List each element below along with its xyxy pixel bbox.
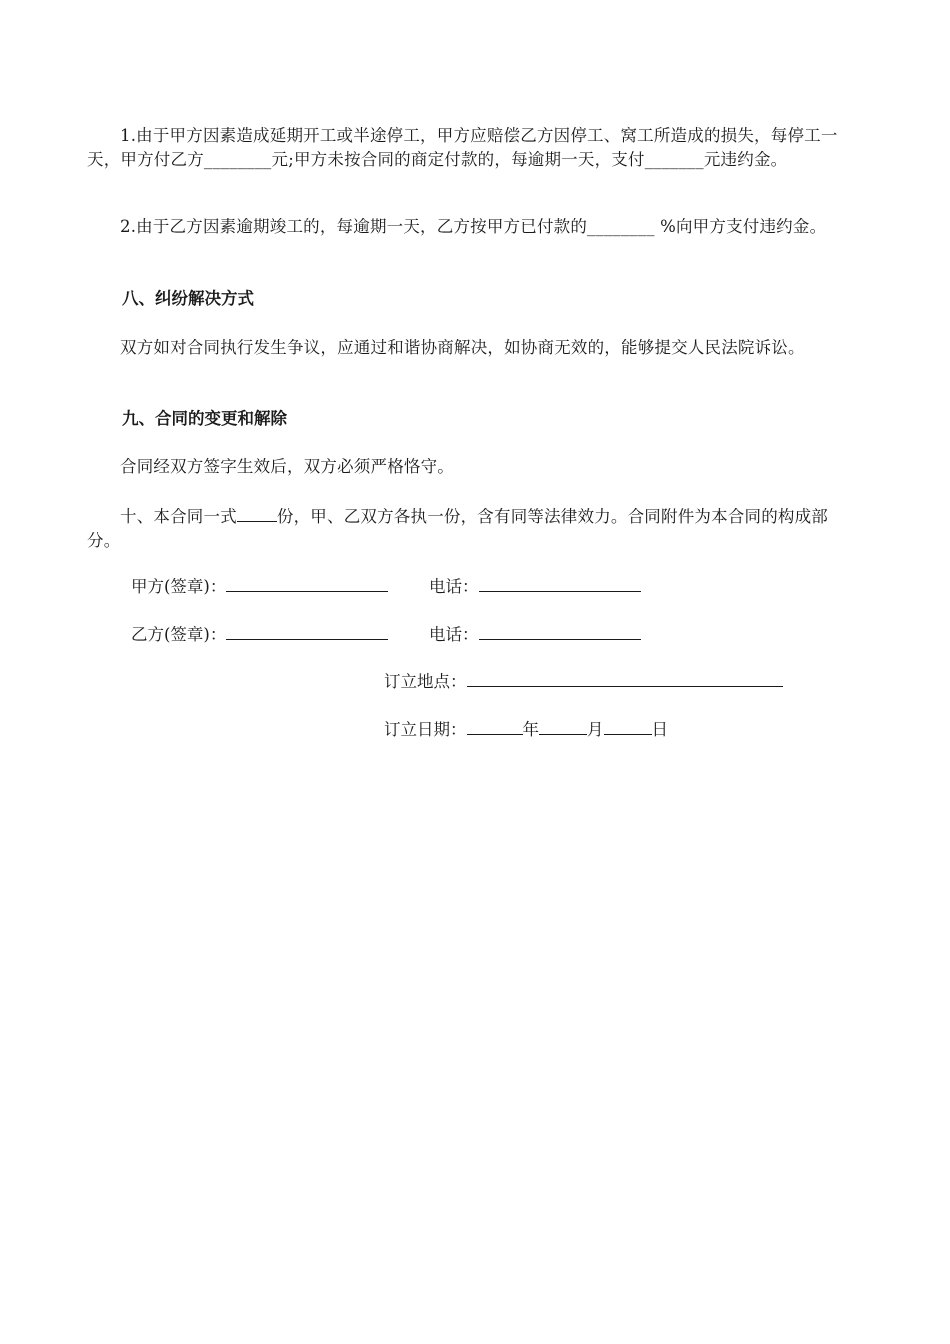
- signing-date-label: 订立日期：: [384, 720, 467, 739]
- party-b-signature-row: [131, 621, 388, 647]
- month-label: 月: [587, 720, 604, 739]
- signing-place-line: [467, 668, 783, 687]
- clause-2-text-a: 2.由于乙方因素逾期竣工的，每逾期一天，乙方按甲方已付款的: [120, 217, 588, 236]
- clause-2-text-b: %向甲方支付违约金。: [654, 217, 827, 236]
- section-10-text-b: 份，甲、乙双方各执一份，含有同等法律效力。合同附件为本合同的构成部分。: [87, 507, 829, 550]
- section-10-text-a: 十、本合同一式: [120, 507, 237, 526]
- party-a-phone-row: [429, 573, 641, 599]
- section-10: [87, 503, 855, 553]
- party-a-phone-label: 电话：: [429, 577, 479, 596]
- clause-1-blank-penalty: _______: [644, 150, 704, 169]
- section-8-body: 双方如对合同执行发生争议，应通过和谐协商解决，如协商无效的，能够提交人民法院诉讼。: [120, 338, 805, 357]
- section-8-heading: 八、纠纷解决方式: [122, 289, 254, 308]
- party-a-label: 甲方(签章)：: [131, 577, 227, 596]
- clause-1-text-c: 元违约金。: [703, 150, 788, 169]
- month-blank: [539, 716, 587, 735]
- clause-1-text-a: 1.由于甲方因素造成延期开工或半途停工，甲方应赔偿乙方因停工、窝工所造成的损失，每停工一天，甲方付乙方: [87, 126, 838, 169]
- day-label: 日: [651, 720, 668, 739]
- party-b-label: 乙方(签章)：: [131, 625, 227, 644]
- party-b-phone-row: [429, 621, 641, 647]
- day-blank: [604, 716, 652, 735]
- party-a-signature-row: [131, 573, 388, 599]
- party-a-signature-line: [226, 573, 388, 592]
- copies-blank: [237, 503, 277, 522]
- signing-date-row: [384, 716, 668, 742]
- clause-2: [87, 215, 855, 239]
- section-9-heading: 九、合同的变更和解除: [122, 409, 287, 428]
- clause-1-text-b: 元;甲方未按合同的商定付款的，每逾期一天，支付: [271, 150, 645, 169]
- clause-2-blank-percent: ________: [587, 217, 655, 236]
- party-b-phone-label: 电话：: [429, 625, 479, 644]
- party-b-signature-line: [226, 621, 388, 640]
- signing-place-label: 订立地点：: [384, 672, 467, 691]
- section-9-body: 合同经双方签字生效后，双方必须严格恪守。: [120, 457, 454, 476]
- party-a-phone-line: [479, 573, 641, 592]
- clause-1: [87, 124, 855, 172]
- clause-1-blank-daily-fee: ________: [203, 150, 272, 169]
- party-b-phone-line: [479, 621, 641, 640]
- signing-place-row: [384, 668, 783, 694]
- year-label: 年: [522, 720, 539, 739]
- year-blank: [467, 716, 523, 735]
